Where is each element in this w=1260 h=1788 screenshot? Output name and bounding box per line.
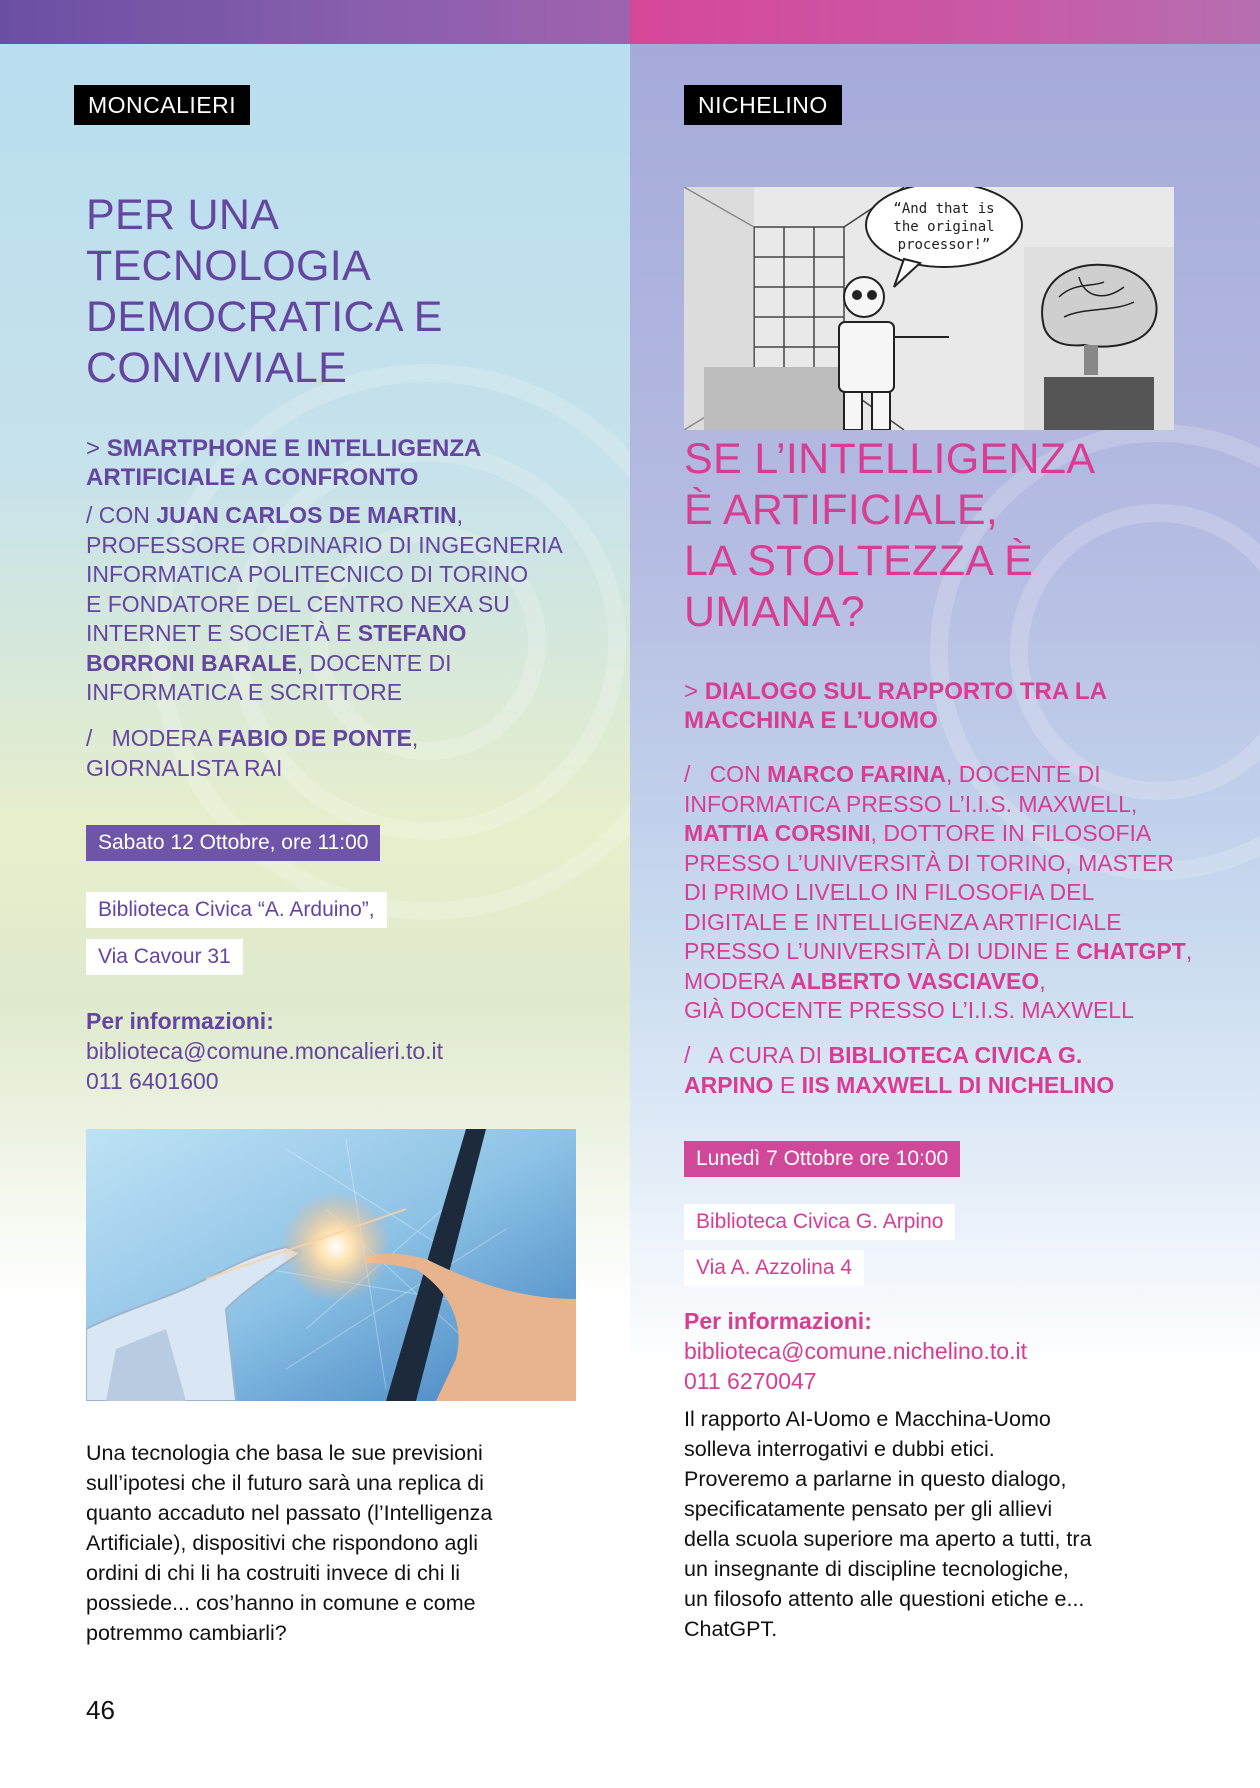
location-tag: NICHELINO [684, 85, 842, 125]
info-phone: 011 6401600 [86, 1068, 219, 1094]
speaker-name: JUAN CARLOS DE MARTIN [156, 502, 457, 528]
left-column [0, 44, 630, 1788]
venue-address: Via Cavour 31 [86, 939, 243, 975]
info-heading: Per informazioni: [684, 1308, 872, 1334]
venue-address: Via A. Azzolina 4 [684, 1250, 864, 1286]
event-description: Il rapporto AI-Uomo e Macchina-Uomo solleva interrogativi e dubbi etici. Proveremo a parlarne in questo dialogo, specificatamente pensato per gli allievi della scuola superiore ma aperto a tutti, tra un insegnante di discipline tecnologiche, un filosofo attento alle questioni etiche e... ChatGPT. [684, 1407, 1092, 1641]
speakers-text: / CON MARCO FARINA, DOCENTE DI INFORMATICA PRESSO L’I.I.S. MAXWELL, MATTIA CORSINI, DOTTORE IN FILOSOFIA PRESSO L’UNIVERSITÀ DI TORINO, MASTER DI PRIMO LIVELLO IN FILOSOFIA DEL DIGITALE E INTELLIGENZA ARTIFICIALE PRESSO L’UNIVERSITÀ DI UDINE E CHATGPT, MODERA ALBERTO VASCIAVEO, GIÀ DOCENTE PRESSO L’I.I.S. MAXWELL [684, 761, 1193, 1023]
top-bar-right [630, 0, 1260, 44]
title-line: TECNOLOGIA [86, 242, 371, 290]
title-line: È ARTIFICIALE, [684, 486, 999, 534]
robot-brain-comic [684, 187, 1174, 430]
event-description: Una tecnologia che basa le sue previsioni sull’ipotesi che il futuro sarà una replica di quanto accaduto nel passato (l’Intelligenza Artificiale), dispositivi che rispondono agli ordini di chi li ha costruiti invece di chi li possiede... cos’hanno in comune e come potremmo cambiarli? [86, 1441, 493, 1645]
info-block [684, 1306, 1027, 1396]
title-line: PER UNA [86, 191, 280, 239]
info-email: biblioteca@comune.nichelino.to.it [684, 1338, 1027, 1364]
speakers-text: / CON JUAN CARLOS DE MARTIN, PROFESSORE ORDINARIO DI INGEGNERIA INFORMATICA POLITECNICO DI TORINO E FONDATORE DEL CENTRO NEXA SU INTERNET E SOCIETÀ E STEFANO BORRONI BARALE, DOCENTE DI INFORMATICA E SCRITTORE [86, 502, 563, 705]
title-line: UMANA? [684, 588, 866, 636]
speaker-name: MARCO FARINA [767, 761, 946, 787]
subtitle-prefix: > [684, 678, 699, 705]
venue-name: Biblioteca Civica G. Arpino [684, 1204, 955, 1240]
info-block [86, 1006, 443, 1096]
speaker-name: STEFANO [357, 620, 467, 646]
organizer-name: ARPINO [684, 1071, 774, 1098]
speaker-name: CHATGPT [1076, 938, 1186, 964]
subtitle-line: MACCHINA E L’UOMO [684, 707, 938, 734]
info-heading: Per informazioni: [86, 1008, 274, 1034]
moderator-name: FABIO DE PONTE [217, 725, 412, 751]
speaker-name: MATTIA CORSINI [684, 820, 871, 846]
event-subtitle [86, 434, 481, 492]
top-bar-left [0, 0, 630, 44]
title-line: DEMOCRATICA E [86, 293, 443, 341]
info-email: biblioteca@comune.moncalieri.to.it [86, 1038, 444, 1064]
venue-name: Biblioteca Civica “A. Arduino”, [86, 892, 387, 928]
subtitle-line: DIALOGO SUL RAPPORTO TRA LA [704, 678, 1107, 705]
event-date-tag: Lunedì 7 Ottobre ore 10:00 [684, 1141, 960, 1177]
title-line: LA STOLTEZZA È [684, 537, 1034, 585]
event-date-tag: Sabato 12 Ottobre, ore 11:00 [86, 825, 380, 861]
moderator-text: / MODERA FABIO DE PONTE, GIORNALISTA RAI [86, 725, 419, 781]
ai-hand-image [86, 1129, 576, 1401]
title-line: CONVIVIALE [86, 344, 348, 392]
comic-caption-line: “And that is [893, 201, 995, 217]
page-number: 46 [86, 1695, 115, 1725]
right-column [630, 44, 1260, 1788]
event-title [86, 190, 443, 394]
event-subtitle [684, 677, 1107, 735]
speaker-name: BORRONI BARALE [86, 649, 297, 676]
comic-caption-line: processor!” [897, 237, 991, 253]
curated-by-text: / A CURA DI BIBLIOTECA CIVICA G. ARPINO E IIS MAXWELL DI NICHELINO [684, 1042, 1115, 1098]
location-tag: MONCALIERI [74, 85, 250, 125]
info-phone: 011 6270047 [684, 1368, 817, 1394]
organizer-name: IIS MAXWELL DI NICHELINO [801, 1071, 1115, 1098]
event-title [684, 434, 1095, 638]
subtitle-prefix: > [86, 435, 101, 462]
subtitle-line: ARTIFICIALE A CONFRONTO [86, 464, 419, 491]
moderator-name: ALBERTO VASCIAVEO [790, 967, 1040, 994]
title-line: SE L’INTELLIGENZA [684, 435, 1096, 483]
subtitle-line: SMARTPHONE E INTELLIGENZA [106, 435, 482, 462]
comic-caption-line: the original [893, 219, 995, 235]
organizer-name: BIBLIOTECA CIVICA G. [828, 1042, 1083, 1068]
